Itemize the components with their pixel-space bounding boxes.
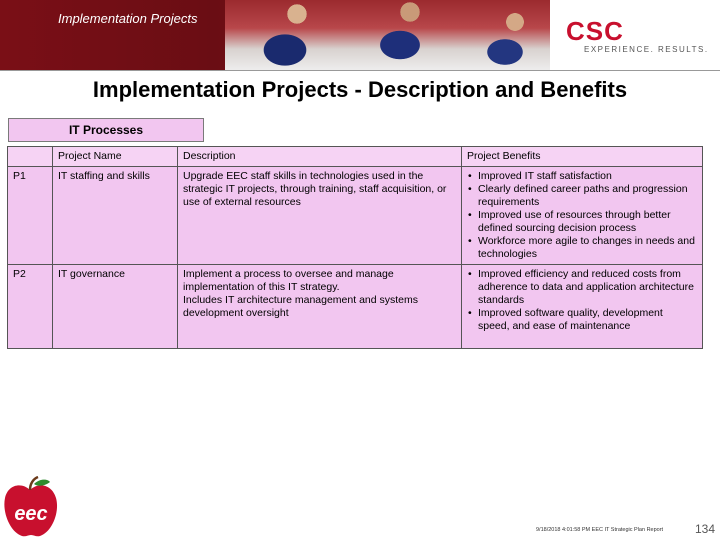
benefits-list bbox=[467, 170, 697, 261]
header-cell-name: Project Name bbox=[53, 147, 178, 167]
header-divider bbox=[0, 70, 720, 71]
projects-table bbox=[7, 146, 703, 349]
page-title: Implementation Projects - Description and Benefits bbox=[92, 77, 628, 102]
table-row bbox=[8, 265, 703, 349]
benefit-item: • Clearly defined career paths and progression requirements bbox=[467, 183, 697, 209]
description-line: Implement a process to oversee and manage implementation of this IT strategy. bbox=[183, 268, 394, 293]
row-description: Upgrade EEC staff skills in technologies used in the strategic IT projects, through training, staff acquisition, or use of external resources bbox=[178, 167, 462, 265]
eec-apple-logo bbox=[0, 476, 62, 540]
benefit-item: • Improved IT staff satisfaction bbox=[467, 170, 697, 183]
benefit-item: • Improved software quality, development speed, and ease of maintenance bbox=[467, 307, 697, 333]
page-number: 134 bbox=[695, 522, 716, 536]
row-project-name: IT staffing and skills bbox=[53, 167, 178, 265]
row-benefits bbox=[462, 167, 703, 265]
table-header-row bbox=[8, 147, 703, 167]
header-banner bbox=[0, 0, 720, 70]
row-project-name: IT governance bbox=[53, 265, 178, 349]
csc-logo: CSC bbox=[566, 16, 624, 46]
benefit-item: • Workforce more agile to changes in needs and technologies bbox=[467, 235, 697, 261]
row-description bbox=[178, 265, 462, 349]
section-label: IT Processes bbox=[8, 118, 204, 142]
table-row bbox=[8, 167, 703, 265]
header-cell-id bbox=[8, 147, 53, 167]
cyclists-photo bbox=[225, 0, 550, 70]
header-cell-benefits: Project Benefits bbox=[462, 147, 703, 167]
banner-title: Implementation Projects bbox=[58, 11, 198, 26]
csc-logo-area bbox=[552, 0, 720, 70]
eec-logo-text: eec bbox=[14, 503, 48, 525]
benefit-item: • Improved efficiency and reduced costs from adherence to data and application architecture standards bbox=[467, 268, 697, 307]
footer-text: 9/18/2018 4:01:58 PM EEC IT Strategic Plan Report bbox=[536, 527, 664, 533]
row-id: P2 bbox=[8, 265, 53, 349]
benefit-item: • Improved use of resources through better defined sourcing decision process bbox=[467, 209, 697, 235]
benefits-list bbox=[467, 268, 697, 333]
row-benefits bbox=[462, 265, 703, 349]
row-id: P1 bbox=[8, 167, 53, 265]
header-cell-description: Description bbox=[178, 147, 462, 167]
csc-tagline: EXPERIENCE. RESULTS. bbox=[584, 45, 709, 54]
description-line: Includes IT architecture management and systems development oversight bbox=[183, 294, 419, 319]
